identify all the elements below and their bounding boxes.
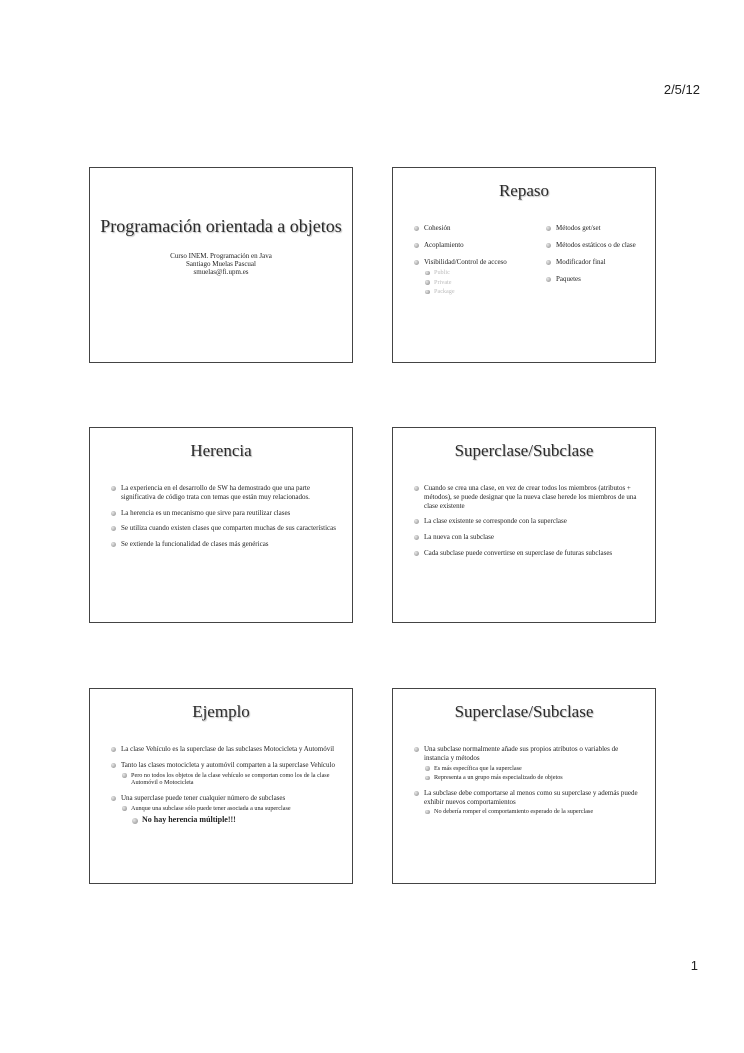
list-item: La herencia es un mecanismo que sirve para reutilizar clases	[111, 509, 338, 518]
left-column	[414, 224, 544, 304]
slide-content	[111, 745, 338, 832]
list-item: Cohesión	[414, 224, 544, 233]
slide-superclase-2	[392, 688, 656, 884]
bullet-icon	[111, 542, 116, 547]
slide-heading: Herencia	[190, 441, 252, 460]
bullet-icon	[414, 519, 419, 524]
author-line: Santiago Muelas Pascual	[186, 260, 256, 268]
bullet-icon	[425, 776, 430, 781]
slide-title	[89, 167, 353, 363]
page-number: 1	[690, 958, 698, 973]
bullet-icon	[111, 796, 116, 801]
sub-item: Public	[424, 269, 544, 277]
bullet-icon	[122, 806, 127, 811]
sub-item: Private	[424, 279, 544, 287]
bullet-icon	[414, 226, 419, 231]
bullet-icon	[111, 747, 116, 752]
bullet-icon	[132, 818, 138, 824]
bullet-icon	[111, 763, 116, 768]
slide-content	[111, 484, 338, 556]
list-item: Se extiende la funcionalidad de clases más genéricas	[111, 540, 338, 549]
bullet-icon	[414, 535, 419, 540]
list-item: Visibilidad/Control de acceso Public Private Package	[414, 258, 544, 296]
course-line: Curso INEM. Programación en Java	[170, 252, 272, 260]
list-item: Modificador final	[546, 258, 656, 267]
list-item: Una subclase normalmente añade sus propios atributos o variables de instancia y métodos Es más específica que la superclase Representa a un grupo más especializado de objetos	[414, 745, 641, 782]
bullet-icon	[122, 773, 127, 778]
bullet-icon	[111, 486, 116, 491]
slide-content	[414, 484, 641, 565]
slide-repaso	[392, 167, 656, 363]
page-date: 2/5/12	[663, 82, 700, 97]
list-item: La clase Vehículo es la superclase de las subclases Motocicleta y Automóvil	[111, 745, 338, 754]
bullet-icon	[414, 791, 419, 796]
list-item: Cada subclase puede convertirse en superclase de futuras subclases	[414, 549, 641, 558]
bullet-icon	[414, 747, 419, 752]
sub-item: Es más específica que la superclase	[424, 765, 641, 773]
list-item: Métodos get/set	[546, 224, 656, 233]
bullet-icon	[425, 810, 430, 815]
bullet-icon	[546, 260, 551, 265]
slide-herencia	[89, 427, 353, 623]
email-line: smuelas@fi.upm.es	[193, 268, 249, 276]
list-item: Tanto las clases motocicleta y automóvil comparten a la superclase Vehículo Pero no todos los objetos de la clase vehículo se comportan como los de la clase Automóvil o Motocicleta	[111, 761, 338, 787]
bullet-icon	[414, 243, 419, 248]
sub-item: Pero no todos los objetos de la clase vehículo se comportan como los de la clase Automóvil o Motocicleta	[121, 772, 338, 787]
sub-item: Representa a un grupo más especializado de objetos	[424, 774, 641, 782]
slide-heading: Superclase/Subclase	[454, 441, 594, 460]
list-item: Métodos estáticos o de clase	[546, 241, 656, 250]
list-item: Cuando se crea una clase, en vez de crear todos los miembros (atributos + métodos), se puede designar que la nueva clase herede los miembros de una clase existente	[414, 484, 641, 510]
bullet-icon	[546, 226, 551, 231]
bullet-icon	[425, 280, 430, 285]
bullet-icon	[425, 766, 430, 771]
right-column	[546, 224, 656, 292]
bullet-icon	[414, 486, 419, 491]
sub-sub-item: No hay herencia múltiple!!!	[131, 815, 338, 825]
list-item: La clase existente se corresponde con la superclase	[414, 517, 641, 526]
bullet-icon	[546, 277, 551, 282]
bullet-icon	[111, 511, 116, 516]
bullet-icon	[425, 271, 430, 276]
slide-heading: Repaso	[498, 181, 550, 200]
list-item: La experiencia en el desarrollo de SW ha demostrado que una parte significativa de código trata con temas que están muy relacionados.	[111, 484, 338, 502]
list-item: Una superclase puede tener cualquier número de subclases Aunque una subclase sólo puede tener asociada a una superclase No hay herencia múltiple!!!	[111, 794, 338, 825]
sub-item: Package	[424, 288, 544, 296]
slide-content	[414, 745, 641, 823]
slide-heading: Superclase/Subclase	[454, 702, 594, 721]
list-item: La subclase debe comportarse al menos como su superclase y además puede exhibir nuevos comportamientos No debería romper el comportamiento esperado de la superclase	[414, 789, 641, 816]
slide-superclase-1	[392, 427, 656, 623]
slide-heading: Programación orientada a objetos	[100, 216, 342, 236]
bullet-icon	[414, 260, 419, 265]
slide-ejemplo	[89, 688, 353, 884]
bullet-icon	[414, 551, 419, 556]
bullet-icon	[546, 243, 551, 248]
sub-item: Aunque una subclase sólo puede tener asociada a una superclase No hay herencia múltiple!!!	[121, 805, 338, 826]
slide-subtitle	[90, 252, 352, 276]
list-item: La nueva con la subclase	[414, 533, 641, 542]
list-item: Paquetes	[546, 275, 656, 284]
list-item: Se utiliza cuando existen clases que comparten muchas de sus características	[111, 524, 338, 533]
sub-item: No debería romper el comportamiento esperado de la superclase	[424, 808, 641, 816]
bullet-icon	[425, 290, 430, 295]
slide-heading: Ejemplo	[192, 702, 250, 721]
list-item: Acoplamiento	[414, 241, 544, 250]
bullet-icon	[111, 526, 116, 531]
